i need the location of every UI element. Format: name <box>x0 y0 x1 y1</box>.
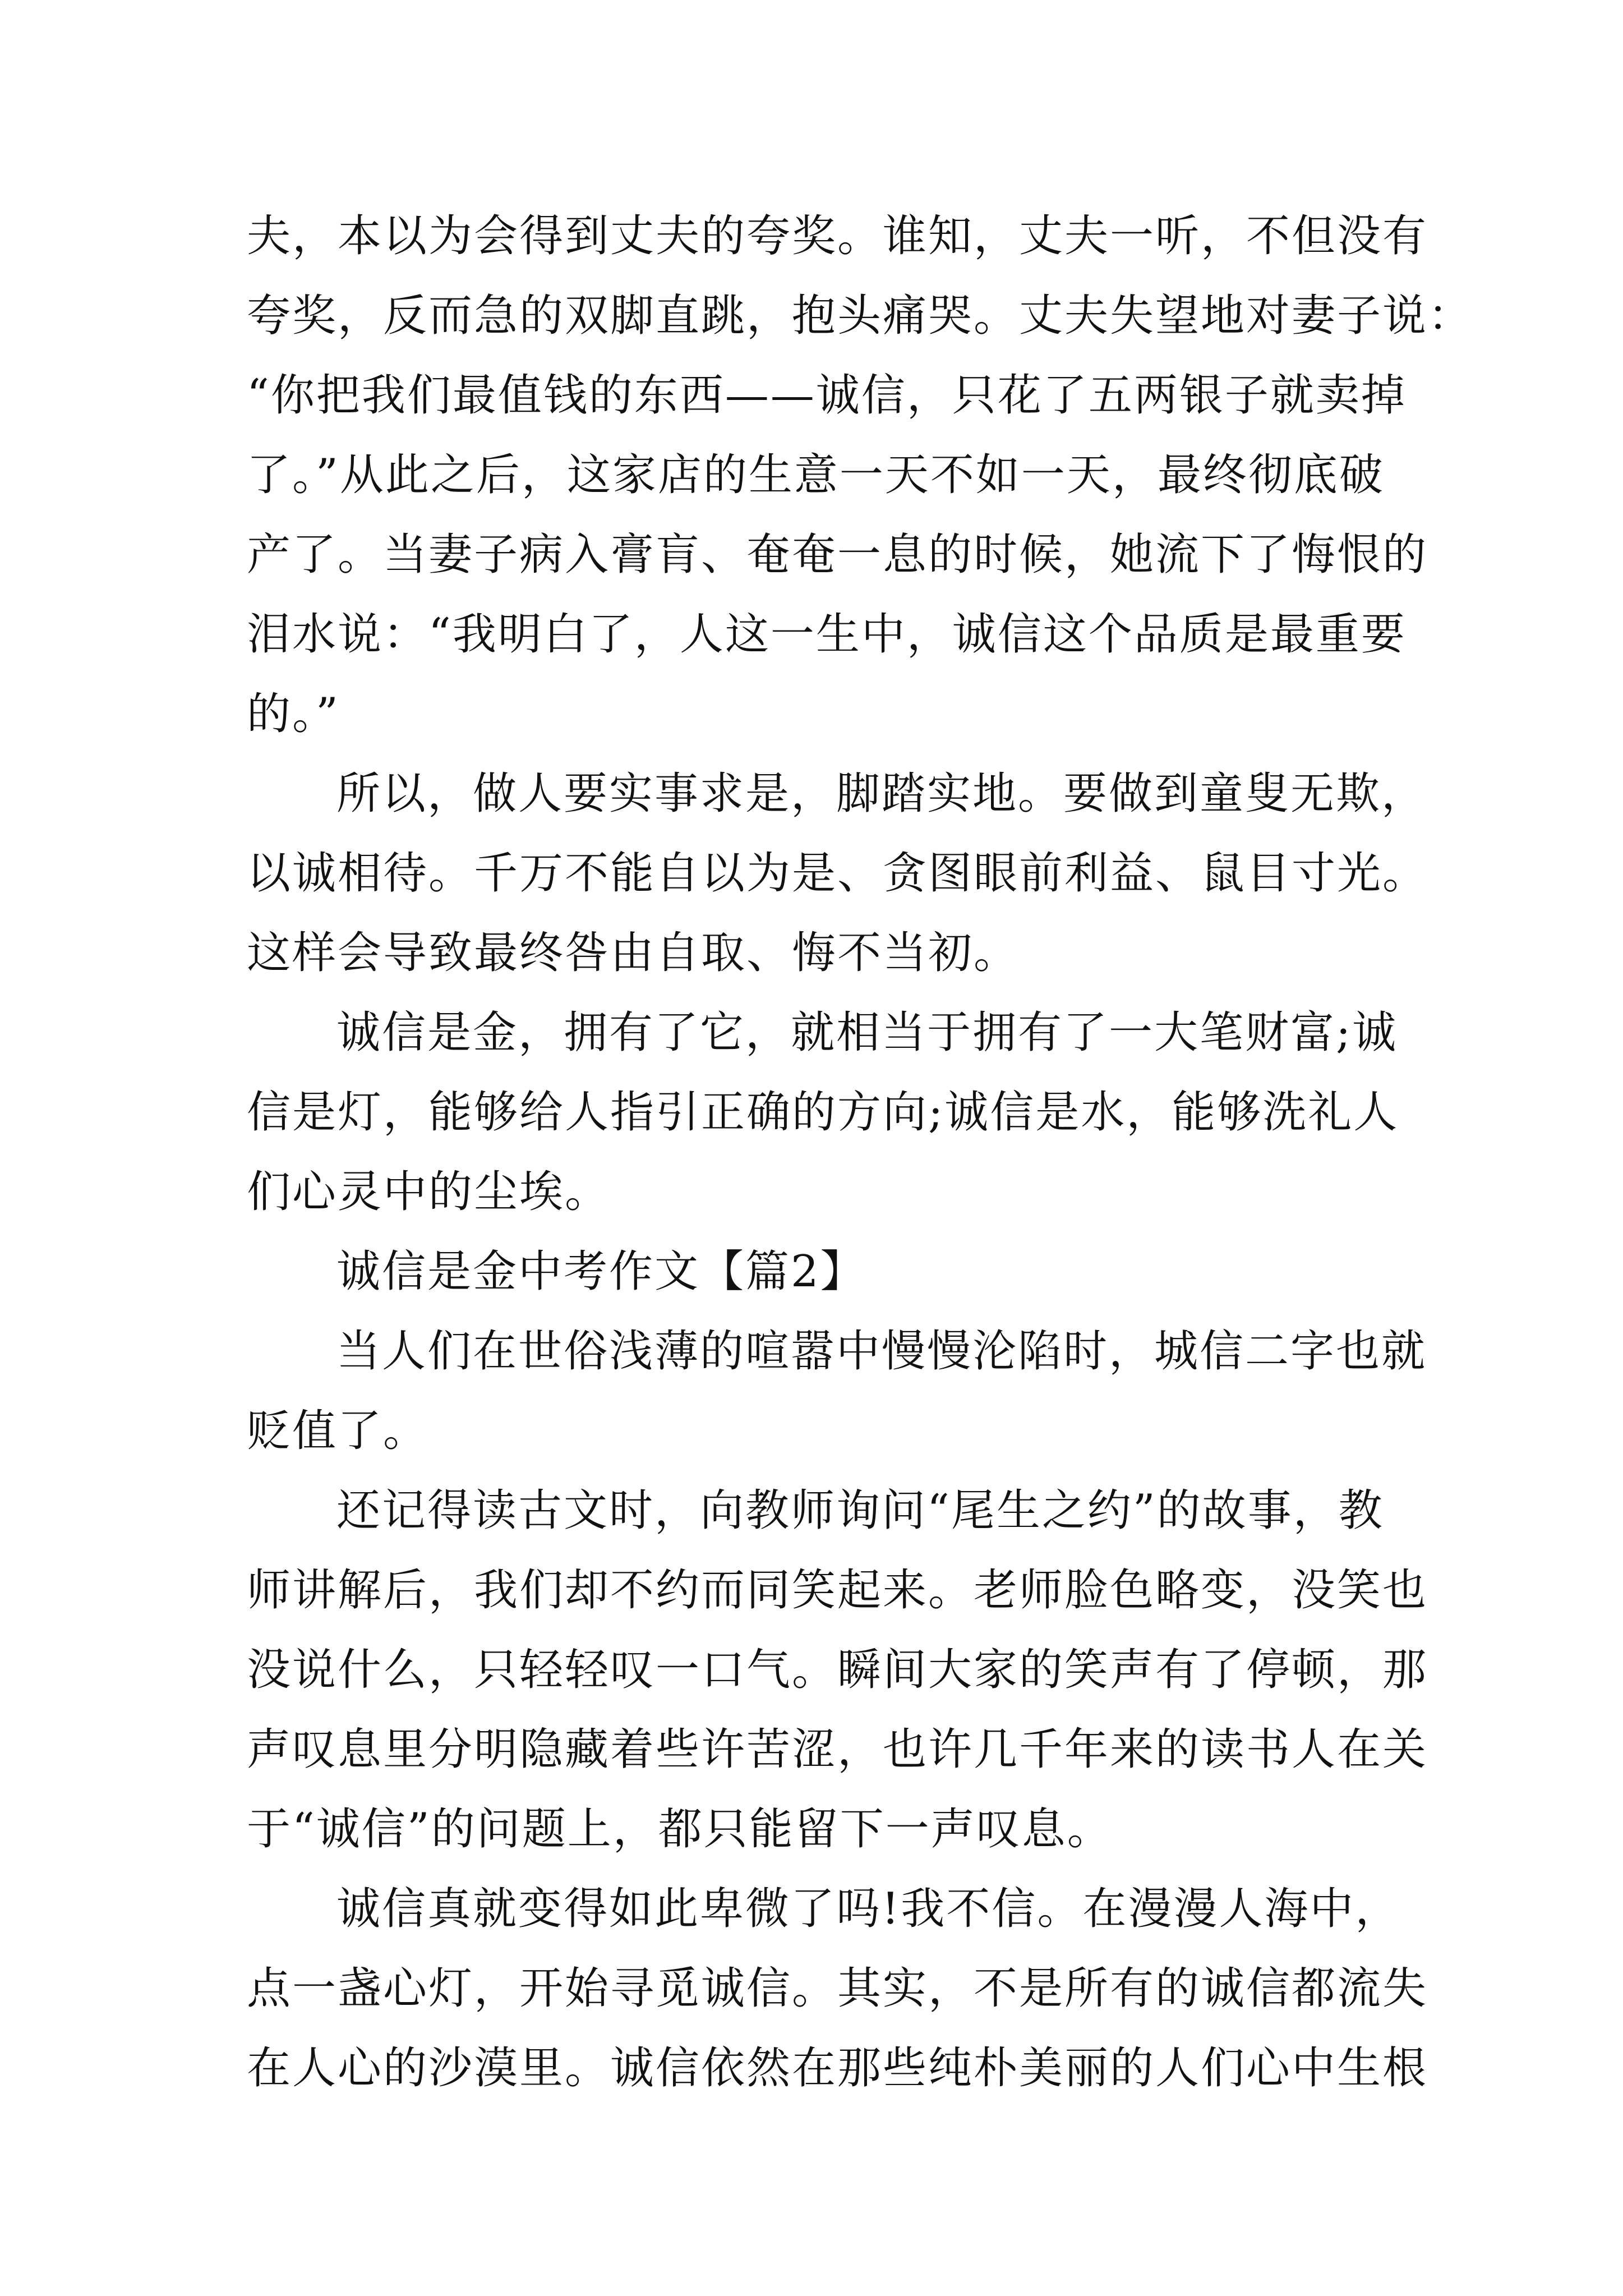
text-line: 没说什么，只轻轻叹一口气。瞬间大家的笑声有了停顿，那 <box>247 1645 1428 1695</box>
paragraph-first-line: 当人们在世俗浅薄的喧嚣中慢慢沦陷时，城信二字也就 <box>336 1326 1427 1377</box>
text-line: 夫，本以为会得到丈夫的夸奖。谁知，丈夫一听，不但没有 <box>247 211 1428 261</box>
section-heading: 诚信是金中考作文【篇2】 <box>336 1246 866 1297</box>
text-line: 这样会导致最终咎由自取、悔不当初。 <box>247 928 1020 978</box>
text-line: 在人心的沙漠里。诚信依然在那些纯朴美丽的人们心中生根 <box>247 2043 1428 2093</box>
text-line: 信是灯，能够给人指引正确的方向;诚信是水，能够洗礼人 <box>247 1087 1399 1138</box>
text-line: 产了。当妻子病入膏肓、奄奄一息的时候，她流下了悔恨的 <box>247 530 1428 580</box>
text-line: 的。” <box>247 689 340 739</box>
text-line: 夸奖，反而急的双脚直跳，抱头痛哭。丈夫失望地对妻子说： <box>247 291 1474 341</box>
text-line: 以诚相待。千万不能自以为是、贪图眼前利益、鼠目寸光。 <box>247 848 1428 899</box>
paragraph-first-line: 诚信是金，拥有了它，就相当于拥有了一大笔财富;诚 <box>336 1007 1398 1058</box>
text-line: 们心灵中的尘埃。 <box>247 1167 611 1217</box>
paragraph-first-line: 所以，做人要实事求是，脚踏实地。要做到童叟无欺， <box>336 769 1427 819</box>
text-line: 师讲解后，我们却不约而同笑起来。老师脸色略变，没笑也 <box>247 1565 1428 1616</box>
text-line: 贬值了。 <box>247 1406 429 1456</box>
text-line: 点一盏心灯，开始寻觅诚信。其实，不是所有的诚信都流失 <box>247 1963 1428 2014</box>
text-line: 泪水说：“我明白了，人这一生中，诚信这个品质是最重要 <box>247 609 1407 660</box>
text-line: 声叹息里分明隐藏着些许苦涩，也许几千年来的读书人在关 <box>247 1724 1428 1775</box>
text-line: 于“诚信”的问题上，都只能留下一声叹息。 <box>247 1804 1113 1855</box>
paragraph-first-line: 诚信真就变得如此卑微了吗!我不信。在漫漫人海中， <box>336 1884 1401 1934</box>
paragraph-first-line: 还记得读古文时，向教师询问“尾生之约”的故事，教 <box>336 1485 1384 1536</box>
text-line: “你把我们最值钱的东西——诚信，只花了五两银子就卖掉 <box>247 370 1407 421</box>
text-line: 了。”从此之后，这家店的生意一天不如一天，最终彻底破 <box>247 450 1385 500</box>
